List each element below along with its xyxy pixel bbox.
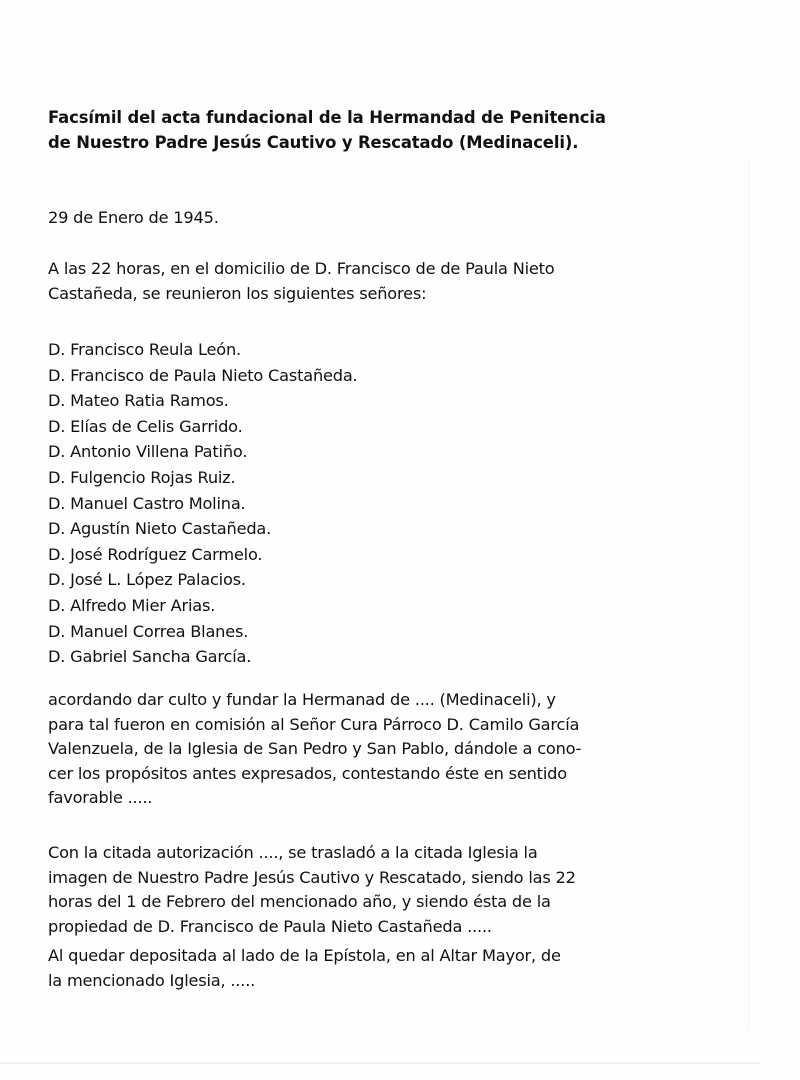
- document-date: 29 de Enero de 1945.: [48, 208, 219, 227]
- paragraph-line: la mencionado Iglesia, .....: [48, 970, 256, 990]
- paragraph-line: imagen de Nuestro Padre Jesús Cautivo y Rescatado, siendo las 22: [48, 867, 576, 887]
- intro-paragraph: [48, 257, 555, 306]
- attendee-item: D. Francisco de Paula Nieto Castañeda.: [48, 365, 358, 385]
- intro-line: Castañeda, se reunieron los siguientes señores:: [48, 283, 427, 303]
- paragraph-altar: [48, 944, 561, 993]
- attendee-item: D. Manuel Castro Molina.: [48, 493, 246, 513]
- attendee-item: D. Manuel Correa Blanes.: [48, 621, 249, 641]
- intro-line: A las 22 horas, en el domicilio de D. Francisco de de Paula Nieto: [48, 259, 555, 278]
- paragraph-line: Valenzuela, de la Iglesia de San Pedro y San Pablo, dándole a cono-: [48, 739, 582, 758]
- attendee-item: D. Fulgencio Rojas Ruiz.: [48, 467, 236, 487]
- attendee-item: D. Mateo Ratia Ramos.: [48, 391, 229, 411]
- paragraph-transfer: [48, 841, 576, 939]
- attendee-item: D. José L. López Palacios.: [48, 570, 246, 590]
- paragraph-line: acordando dar culto y fundar la Hermanad de .... (Medinaceli), y: [48, 690, 556, 709]
- paragraph-line: Con la citada autorización ...., se trasladó a la citada Iglesia la: [48, 843, 538, 862]
- attendee-item: D. Alfredo Mier Arias.: [48, 595, 216, 615]
- paragraph-line: favorable .....: [48, 788, 153, 807]
- attendee-item: D. José Rodríguez Carmelo.: [48, 544, 263, 564]
- attendees-list: [48, 337, 358, 670]
- document-title: [48, 105, 606, 155]
- attendee-item: D. Francisco Reula León.: [48, 340, 242, 359]
- attendee-item: D. Antonio Villena Patiño.: [48, 442, 248, 462]
- paragraph-agreement: [48, 688, 581, 811]
- paragraph-line: cer los propósitos antes expresados, contestando éste en sentido: [48, 763, 567, 783]
- title-line: Facsímil del acta fundacional de la Hermandad de Penitencia: [48, 108, 606, 127]
- paragraph-line: Al quedar depositada al lado de la Epístola, en al Altar Mayor, de: [48, 946, 561, 965]
- scan-bottom-line: [0, 1062, 760, 1064]
- paragraph-line: horas del 1 de Febrero del mencionado año, y siendo ésta de la: [48, 892, 551, 911]
- attendee-item: D. Agustín Nieto Castañeda.: [48, 519, 272, 539]
- paragraph-line: propiedad de D. Francisco de Paula Nieto Castañeda .....: [48, 916, 492, 936]
- attendee-item: D. Gabriel Sancha García.: [48, 647, 252, 667]
- title-line: de Nuestro Padre Jesús Cautivo y Rescatado (Medinaceli).: [48, 133, 579, 152]
- paragraph-line: para tal fueron en comisión al Señor Cura Párroco D. Camilo García: [48, 714, 580, 734]
- scan-edge-line: [748, 160, 749, 1030]
- attendee-item: D. Elías de Celis Garrido.: [48, 416, 243, 436]
